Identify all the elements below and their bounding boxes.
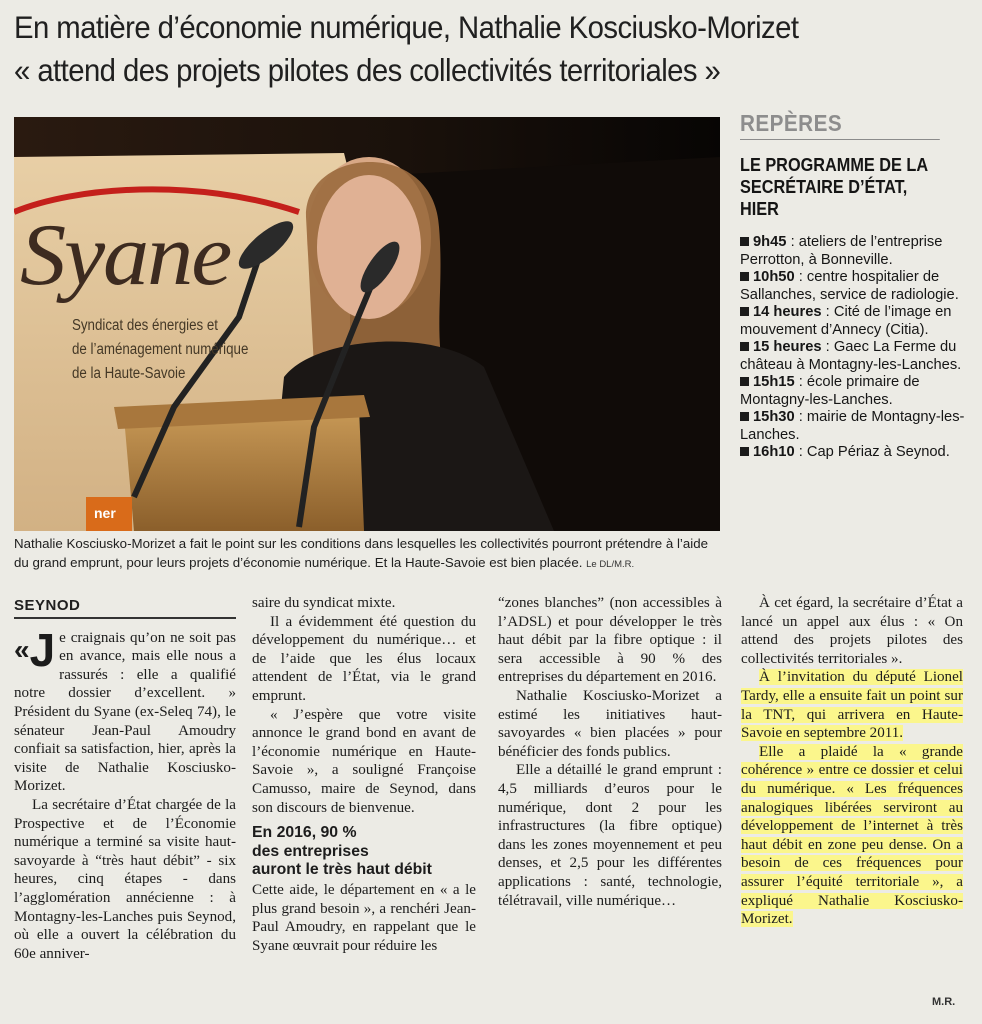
schedule-item: [740, 374, 980, 409]
article-column-3: [498, 594, 722, 910]
schedule-time: 15 heures: [753, 339, 822, 355]
bullet-square-icon: [740, 412, 749, 421]
banner-line-2: de l’aménagement numérique: [72, 341, 249, 358]
open-quote: «: [14, 633, 30, 665]
schedule-item: [740, 304, 980, 339]
article-column-4: [741, 594, 963, 929]
banner-logo: Syane: [20, 207, 231, 304]
schedule-text: : mairie de Montagny-les-Lanches.: [740, 409, 965, 443]
bullet-square-icon: [740, 447, 749, 456]
article-photo: [14, 117, 720, 531]
schedule-time: 9h45: [753, 234, 787, 250]
highlighted-paragraph: [741, 668, 963, 742]
highlight: Elle a plaidé la « grande cohérence » entre ce dossier et celui du numérique. « Les fréquences analogiques libérées serviront au développement de l’internet à très haut débit en zone peu dense. On a besoin de ces fréquences pour assurer l’équité territoriale », a expliqué Nathalie Kosciusko-Morizet.: [741, 743, 963, 928]
caption-text: Nathalie Kosciusko-Morizet a fait le point sur les conditions dans lesquelles les collectivités pourront prétendre à l’aide du grand emprunt, pour leurs projets d’économie numérique. Et la Haute-Savoie est bien placée.: [14, 536, 709, 570]
banner-line-1: Syndicat des énergies et: [72, 317, 218, 334]
banner-line-3: de la Haute-Savoie: [72, 365, 186, 382]
schedule-item: [740, 339, 980, 374]
podium-badge-text: ner: [94, 505, 116, 521]
bullet-square-icon: [740, 377, 749, 386]
paragraph: Elle a détaillé le grand emprunt : 4,5 milliards d’euros pour le numérique, dont 2 pour les infrastructures (la fibre optique) dans les zones moyennement et peu denses, et 2,5 pour les différentes applications : santé, technologie, télétravail, ville numérique…: [498, 762, 722, 909]
headline: [14, 6, 902, 92]
paragraph: « J’espère que votre visite annonce le grand bond en avant de l’économie numérique en Haute-Savoie », a souligné Françoise Camusso, maire de Seynod, dans son discours de bienvenue.: [252, 706, 476, 816]
schedule-list: [740, 234, 980, 462]
schedule-item: [740, 409, 980, 444]
highlighted-paragraph: [741, 743, 963, 929]
subheading: [252, 824, 476, 880]
subheading-line: des entreprises: [252, 842, 369, 860]
lead-paragraph: [14, 623, 236, 796]
article-column-1: [14, 597, 236, 963]
photo-credit: Le DL/M.R.: [586, 559, 635, 570]
schedule-text: : Cap Périaz à Seynod.: [794, 444, 950, 460]
bullet-square-icon: [740, 342, 749, 351]
sidebar-title: LE PROGRAMME DE LA SECRÉTAIRE D’ÉTAT, HIER: [740, 154, 928, 219]
paragraph: Nathalie Kosciusko-Morizet a estimé les initiatives haut-savoyardes « bien placées » pour bénéficier des fonds publics.: [498, 687, 722, 760]
paragraph: “zones blanches” (non accessibles à l’ADSL) et pour développer le très haut débit par la fibre optique : il sera accessible à 90 % des entreprises du département en 2016.: [498, 595, 722, 686]
subheading-line: auront le très haut débit: [252, 861, 432, 879]
schedule-item: [740, 234, 980, 269]
paragraph: À cet égard, la secrétaire d’État a lancé un appel aux élus : « On attend des projets pilotes des collectivités territoriales ».: [741, 595, 963, 667]
reperes-heading: REPÈRES: [740, 110, 940, 140]
schedule-time: 14 heures: [753, 304, 822, 320]
schedule-time: 16h10: [753, 444, 795, 460]
schedule-text: : école primaire de Montagny-les-Lanches.: [740, 374, 920, 408]
subheading-line: En 2016, 90 %: [252, 824, 357, 842]
paragraph: Il a évidemment été question du développement du numérique… et de l’aide que les élus locaux attendent de l’État, via le grand emprunt.: [252, 613, 476, 704]
headline-line-2: « attend des projets pilotes des collectivités territoriales »: [14, 52, 721, 88]
photo-caption: [14, 534, 720, 574]
highlight: À l’invitation du député Lionel Tardy, elle a ensuite fait un point sur la TNT, qui arrivera en Haute-Savoie en septembre 2011.: [741, 669, 963, 742]
dropcap: [14, 623, 56, 676]
schedule-text: : ateliers de l’entreprise Perrotton, à Bonneville.: [740, 234, 943, 268]
schedule-time: 15h15: [753, 374, 795, 390]
bullet-square-icon: [740, 237, 749, 246]
schedule-item: [740, 269, 980, 304]
author-initials: M.R.: [932, 996, 956, 1008]
paragraph-text: e craignais qu’on ne soit pas en avance, mais elle nous a rassurés : elle a qualifié notre dossier d’excellent. » Président du Syane (ex-Seleq 74), le sénateur Jean-Paul Amoudry confiait sa satisfaction, hier, après la visite de Nathalie Kosciusko-Morizet.: [14, 629, 236, 795]
paragraph: saire du syndicat mixte.: [252, 595, 396, 611]
paragraph: La secrétaire d’État chargée de la Prospective et de l’Économie numérique a terminé sa visite haut-savoyarde à “très haut débit” - six heures, cinq étapes - dans l’agglomération annécienne : à Montagny-les-Lanches puis Seynod, où elle a ouvert la célébration du 60e anniver-: [14, 796, 236, 962]
article-column-2: [252, 594, 476, 955]
dropcap-letter: J: [29, 623, 56, 676]
schedule-text: : Gaec La Ferme du château à Montagny-les-Lanches.: [740, 339, 962, 373]
schedule-text: : centre hospitalier de Sallanches, service de radiologie.: [740, 269, 959, 303]
schedule-time: 15h30: [753, 409, 795, 425]
schedule-item: [740, 444, 980, 462]
dateline: SEYNOD: [14, 597, 236, 619]
headline-line-1: En matière d’économie numérique, Nathalie Kosciusko-Morizet: [14, 9, 799, 45]
paragraph: Cette aide, le département en « a le plus grand besoin », a renchéri Jean-Paul Amoudry, en rappelant que le Syane œuvrait pour réduire les: [252, 881, 476, 954]
bullet-square-icon: [740, 272, 749, 281]
schedule-time: 10h50: [753, 269, 795, 285]
bullet-square-icon: [740, 307, 749, 316]
schedule-text: : Cité de l’image en mouvement d’Annecy (Citia).: [740, 304, 952, 338]
